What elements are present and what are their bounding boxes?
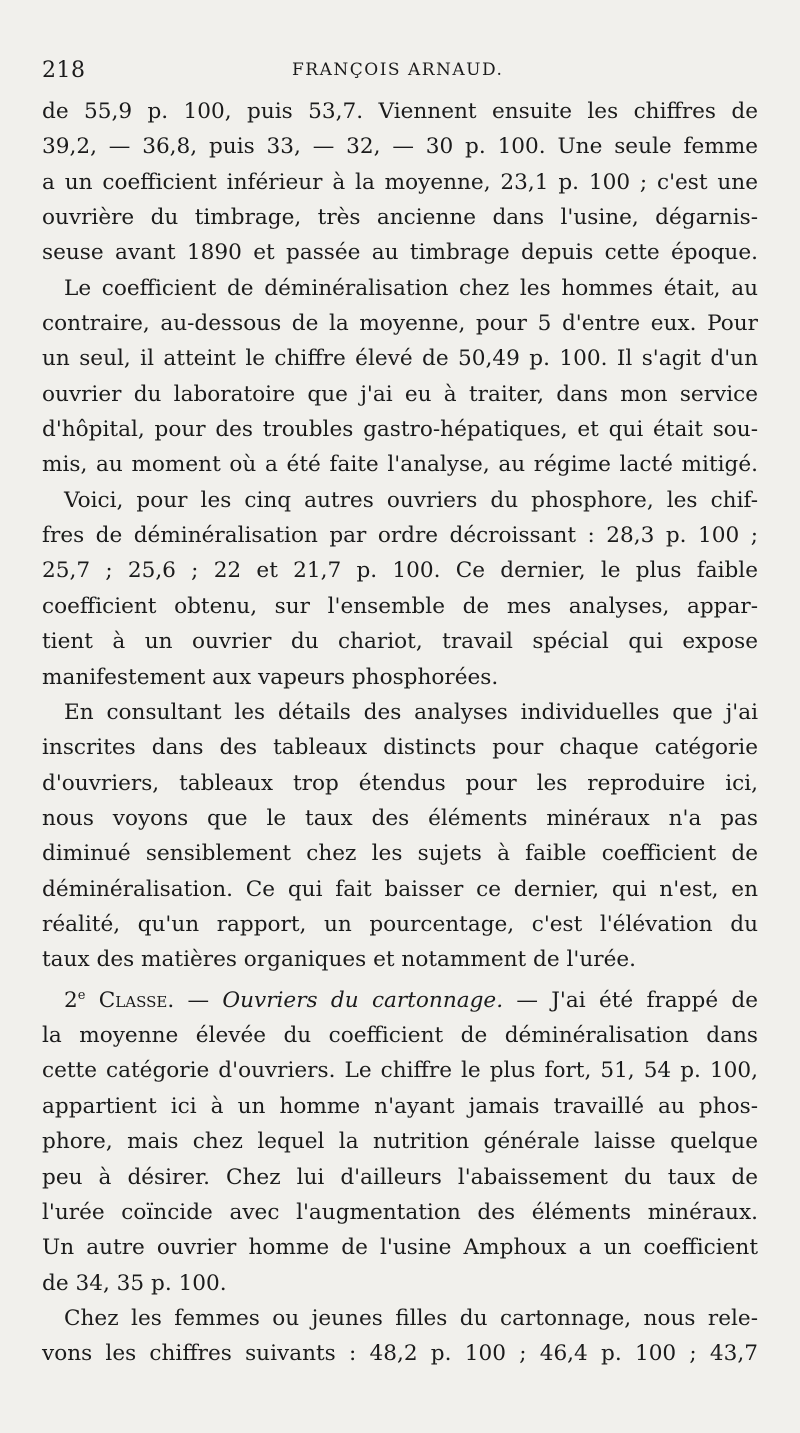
text-line: taux des matières organiques et notamment de l'urée.	[42, 947, 637, 973]
text-line: mis, au moment où a été faite l'analyse, au régime lacté mitigé.	[42, 452, 758, 478]
page-number: 218	[42, 58, 86, 83]
body-text	[42, 94, 758, 1372]
text-line: phore, mais chez lequel la nutrition générale laisse quelque	[42, 1129, 758, 1155]
text-line: d'hôpital, pour des troubles gastro-hépatiques, et qui était sou-	[42, 417, 758, 443]
text-line: déminéralisation. Ce qui fait baisser ce dernier, qui n'est, en	[42, 876, 758, 902]
paragraph	[42, 94, 758, 271]
paragraph	[42, 271, 758, 483]
text-line: diminué sensiblement chez les sujets à faible coefficient de	[42, 841, 758, 867]
text-line: nous voyons que le taux des éléments minéraux n'a pas	[42, 805, 758, 831]
class-number: 2	[64, 987, 78, 1013]
paragraph	[42, 1301, 758, 1372]
text-line: 39,2, — 36,8, puis 33, — 32, — 30 p. 100. Une seule femme	[42, 134, 758, 160]
section-first-line-rest: — J'ai été frappé de	[503, 987, 758, 1013]
class-sup: e	[77, 987, 86, 1003]
text-line: Voici, pour les cinq autres ouvriers du phosphore, les chif-	[64, 487, 758, 513]
text-line: fres de déminéralisation par ordre décroissant : 28,3 p. 100 ;	[42, 523, 758, 549]
text-line: ouvrier du laboratoire que j'ai eu à traiter, dans mon service	[42, 381, 758, 407]
text-line: réalité, qu'un rapport, un pourcentage, c'est l'élévation du	[42, 911, 758, 937]
text-line: Le coefficient de déminéralisation chez les hommes était, au	[64, 275, 758, 301]
text-line: a un coefficient inférieur à la moyenne, 23,1 p. 100 ; c'est une	[42, 169, 758, 195]
text-line: Un autre ouvrier homme de l'usine Amphoux a un coefficient	[42, 1235, 758, 1261]
text-line: vons les chiffres suivants : 48,2 p. 100 ; 46,4 p. 100 ; 43,7	[42, 1341, 758, 1367]
text-line: manifestement aux vapeurs phosphorées.	[42, 664, 499, 690]
text-line: de 34, 35 p. 100.	[42, 1270, 227, 1296]
section-heading-line	[42, 978, 758, 1019]
running-head: FRANÇOIS ARNAUD.	[292, 60, 504, 80]
class-label: Classe.	[98, 987, 175, 1013]
text-line: seuse avant 1890 et passée au timbrage depuis cette époque.	[42, 240, 758, 266]
text-line: ouvrière du timbrage, très ancienne dans l'usine, dégarnis-	[42, 205, 758, 231]
text-line: tient à un ouvrier du chariot, travail spécial qui expose	[42, 629, 758, 655]
text-line: d'ouvriers, tableaux trop étendus pour les reproduire ici,	[42, 770, 758, 796]
section-paragraph	[42, 978, 758, 1301]
text-line: En consultant les détails des analyses individuelles que j'ai	[64, 699, 758, 725]
text-line: l'urée coïncide avec l'augmentation des éléments minéraux.	[42, 1199, 758, 1225]
text-line: 25,7 ; 25,6 ; 22 et 21,7 p. 100. Ce dernier, le plus faible	[42, 558, 758, 584]
section-title: Ouvriers du cartonnage.	[222, 987, 504, 1013]
text-line: de 55,9 p. 100, puis 53,7. Viennent ensuite les chiffres de	[42, 99, 758, 124]
text-line: un seul, il atteint le chiffre élevé de 50,49 p. 100. Il s'agit d'un	[42, 346, 758, 372]
text-line: contraire, au-dessous de la moyenne, pour 5 d'entre eux. Pour	[42, 311, 758, 337]
text-line: appartient ici à un homme n'ayant jamais travaillé au phos-	[42, 1093, 758, 1119]
text-line: inscrites dans des tableaux distincts pour chaque catégorie	[42, 735, 758, 761]
page-header	[42, 40, 758, 94]
text-line: cette catégorie d'ouvriers. Le chiffre le plus fort, 51, 54 p. 100,	[42, 1058, 758, 1084]
text-line: coefficient obtenu, sur l'ensemble de mes analyses, appar-	[42, 593, 758, 619]
text-line: la moyenne élevée du coefficient de déminéralisation dans	[42, 1023, 758, 1049]
section-dash: —	[174, 987, 223, 1013]
text-line: peu à désirer. Chez lui d'ailleurs l'abaissement du taux de	[42, 1164, 758, 1190]
text-line: Chez les femmes ou jeunes filles du cartonnage, nous rele-	[64, 1305, 758, 1331]
paragraph	[42, 695, 758, 978]
paragraph	[42, 483, 758, 695]
